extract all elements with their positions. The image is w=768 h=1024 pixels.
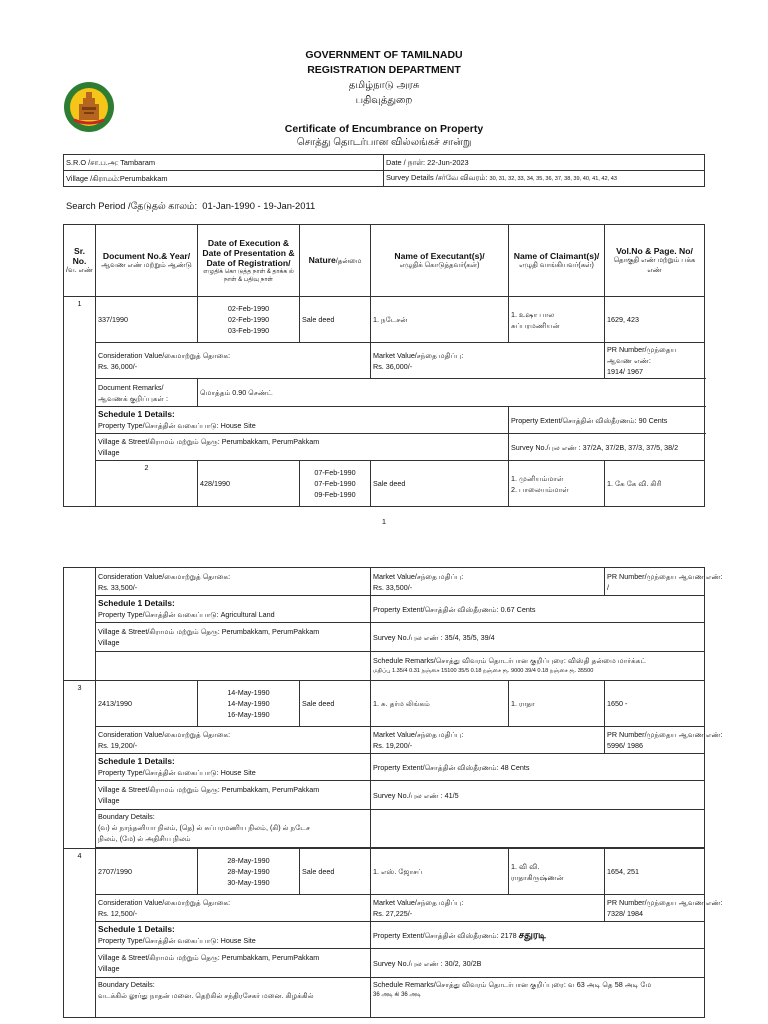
consideration-value: Consideration Value/கைமாற்றுத் தொகை: Rs. 19,200/- [96,727,371,754]
table-row [64,781,705,810]
entry-sr: 1 [64,297,96,507]
certificate-title-tamil: சொத்து தொடர்பான வில்லங்கச் சான்று [296,137,472,148]
col-header-document: Document No.& Year/ ஆவண எண் மற்றும் ஆண்டு [96,225,198,297]
table-row [64,978,705,1018]
entry-dates: 02-Feb-1990 02-Feb-1990 03-Feb-1990 [198,297,300,343]
header-department: REGISTRATION DEPARTMENT [307,64,461,76]
survey-number: Survey No./புல எண் : 41/5 [371,781,705,810]
market-value: Market Value/சந்தை மதிப்பு: Rs. 36,000/- [371,343,605,379]
entry-sr: 3 [64,681,96,849]
schedule-details: Schedule 1 Details: Property Type/சொத்தின் வகைப்பாடு: House Site [96,754,371,781]
table-row [64,849,705,895]
entry-nature: Sale deed [300,681,371,727]
col-header-executant: Name of Executant(s)/ எழுதிக் கொடுத்தவர்(கள்) [371,225,509,297]
col-header-volume: Vol.No & Page. No/ தொகுதி எண் மற்றும் பக்க எண் [605,225,705,297]
entry-document-no: 2413/1990 [96,681,198,727]
table-row [64,949,705,978]
entry-volume-page: 1629, 423 [605,297,705,343]
table-row [64,623,705,652]
entry-sr: 4 [64,849,96,1018]
village-street: Village & Street/கிராமம் மற்றும் தெரு: Perumbakkam, PerumPakkam Village [96,949,371,978]
table-row [64,727,705,754]
entry-nature: Sale deed [300,849,371,895]
table-row [64,652,705,681]
table-row [64,681,705,727]
table-row [64,297,705,343]
entry-dates: 14-May-1990 14-May-1990 16-May-1990 [198,681,300,727]
entry-sr: 2 [96,461,198,507]
encumbrance-table-page-2 [63,567,723,1018]
schedule-details: Schedule 1 Details: Property Type/சொத்தின் வகைப்பாடு: House Site [96,407,509,434]
entry-nature: Sale deed [300,297,371,343]
entry-dates: 07-Feb-1990 07-Feb-1990 09-Feb-1990 [300,461,371,507]
certificate-title: Certificate of Encumbrance on Property [284,123,484,135]
entry-nature: Sale deed [371,461,509,507]
col-header-nature: Nature/தன்மை [300,225,371,297]
consideration-value: Consideration Value/கைமாற்றுத் தொகை: Rs. 33,500/- [96,568,371,596]
table-row [64,895,705,922]
search-period [66,200,315,213]
table-row [64,596,705,623]
boundary-details: Boundary Details: வடக்கில் லூர்து நாதன் மனை. தெற்கில் சந்திரசேகர் மனை. கிழக்கில் [96,978,371,1018]
entry-document-no: 2707/1990 [96,849,198,895]
schedule-details: Schedule 1 Details: Property Type/சொத்தின் வகைப்பாடு: House Site [96,922,371,949]
document-remarks-label: Document Remarks/ ஆவணக் குறிப்புகள் : [96,379,198,407]
pr-number: PR Number/முந்தைய ஆவண எண்: 5996/ 1986 [605,727,705,754]
village-field: Village /கிராமம்:Perumbakkam [64,171,384,187]
entry-executant: 1. நடேசன் [371,297,509,343]
survey-details-numbers: 30, 31, 32, 33, 34, 35, 36, 37, 38, 39, 40, 41, 42, 43 [489,176,617,182]
entry-claimant: 1. கே கே வி. கிரி [605,461,705,507]
survey-details-field [384,171,705,187]
schedule-remarks: Schedule Remarks/சொத்து விவரம் தொடர்பான குறிப்புரை: வ 63 அடி தெ 58 அடி மே 36 அடி கி 36 அடி [371,978,705,1018]
table-row [64,461,705,507]
survey-number: Survey No./புல எண் : 35/4, 35/5, 39/4 [371,623,705,652]
entry-document-no: 428/1990 [198,461,300,507]
search-period-range: 01-Jan-1990 - 19-Jan-2011 [202,200,316,211]
sro-field: S.R.O /சா.ப.அ: Tambaram [64,155,384,171]
pr-number: PR Number/முந்தைய ஆவண எண்: 7328/ 1984 [605,895,705,922]
village-street: Village & Street/கிராமம் மற்றும் தெரு: Perumbakkam, PerumPakkam Village [96,434,509,461]
entry-claimant: 1. ராதா [509,681,605,727]
header-government-tamil: தமிழ்நாடு அரசு [348,80,420,91]
header-department-tamil: பதிவுத்துறை [355,95,413,106]
property-extent: Property Extent/சொத்தின் விஸ்தீரணம்: 2178 சதுரடி [371,922,705,949]
consideration-value: Consideration Value/கைமாற்றுத் தொகை: Rs. 12,500/- [96,895,371,922]
schedule-details: Schedule 1 Details: Property Type/சொத்தின் வகைப்பாடு: Agricultural Land [96,596,371,623]
property-extent: Property Extent/சொத்தின் விஸ்தீரணம்: 48 Cents [371,754,705,781]
entry-executant: 1. எஸ். ஜோசப் [371,849,509,895]
boundary-details: Boundary Details: (வ) ல் நாந்தனியா நிலம், (தெ) ல் சுப்பரமணிய நிலம், (கி) ல் நடேச நிலம், (மே) ல் அதிசிய நிலம் [96,810,371,848]
page-number: 1 [381,517,387,526]
consideration-value: Consideration Value/கைமாற்றுத் தொகை: Rs. 36,000/- [96,343,371,379]
survey-number: Survey No./புல எண் : 37/2A, 37/2B, 37/3, 37/5, 38/2 [509,434,705,461]
entry-volume-page: 1654, 251 [605,849,705,895]
entry-executant: 1. முனியம்மாள் 2. பாலையம்மாள் [509,461,605,507]
survey-number: Survey No./புல எண் : 30/2, 30/2B [371,949,705,978]
property-extent: Property Extent/சொத்தின் விஸ்தீரணம்: 0.67 Cents [371,596,705,623]
col-header-claimant: Name of Claimant(s)/ எழுதி வாங்கியவர்(கள்) [509,225,605,297]
table-row [64,568,705,596]
table-row [64,343,705,379]
entry-volume-page: 1650 - [605,681,705,727]
boundary-spacer [371,810,705,848]
village-street: Village & Street/கிராமம் மற்றும் தெரு: Perumbakkam, PerumPakkam Village [96,781,371,810]
table-row [64,379,705,407]
market-value: Market Value/சந்தை மதிப்பு: Rs. 19,200/- [371,727,605,754]
pr-number: PR Number/முந்தைய ஆவண எண்: / [605,568,705,596]
column-header-row [64,225,705,297]
entry-document-no: 337/1990 [96,297,198,343]
table-row [64,407,705,434]
header-government: GOVERNMENT OF TAMILNADU [305,49,463,61]
entry-claimant: 1. உஷா பால சுப்பரமணியன் [509,297,605,343]
tamilnadu-emblem-icon [62,80,116,134]
property-extent: Property Extent/சொத்தின் விஸ்தீரணம்: 90 Cents [509,407,705,434]
search-period-label: Search Period /தேடுதல் காலம்: [66,200,198,211]
table-row [64,922,705,949]
document-remarks: மொத்தம் 0.90 செண்ட் [198,379,705,407]
entry-executant: 1. சு. தர்ம லிங்கம் [371,681,509,727]
table-row [64,754,705,781]
col-header-sr: Sr. No. /வ. எண் [64,225,96,297]
entry-dates: 28-May-1990 28-May-1990 30-May-1990 [198,849,300,895]
sro-info-table [63,154,705,187]
entry-sr-continued [64,568,96,681]
date-field: Date / நாள்: 22-Jun-2023 [384,155,705,171]
table-row [64,810,705,848]
schedule-remarks-spacer [96,652,371,681]
survey-details-label: Survey Details /சர்வே விவரம்: [386,173,488,182]
market-value: Market Value/சந்தை மதிப்பு: Rs. 33,500/- [371,568,605,596]
village-street: Village & Street/கிராமம் மற்றும் தெரு: Perumbakkam, PerumPakkam Village [96,623,371,652]
pr-number: PR Number/முந்தைய ஆவண எண்: 1914/ 1967 [605,343,705,379]
market-value: Market Value/சந்தை மதிப்பு: Rs. 27,225/- [371,895,605,922]
schedule-remarks: Schedule Remarks/சொத்து விவரம் தொடர்பான குறிப்புரை: விஸ்தி தன்மை மார்க்கட் மதிப்பு 1.35/4 0.31 நஞ்சை 15100 35/5 0.18 நஞ்சை ரூ. 9000 39/4 0.18 நஞ்சை ரூ. 35500 [371,652,705,681]
col-header-dates: Date of Execution & Date of Presentation & Date of Registration/ எழுதிக் கொ டுத்த நாள் & தாக்க ல் நாள் & பதிவு நாள் [198,225,300,297]
entry-claimant: 1. வி வி. ராதாகிருஷ்ணன் [509,849,605,895]
encumbrance-table-page-1 [63,224,705,507]
table-row [64,434,705,461]
